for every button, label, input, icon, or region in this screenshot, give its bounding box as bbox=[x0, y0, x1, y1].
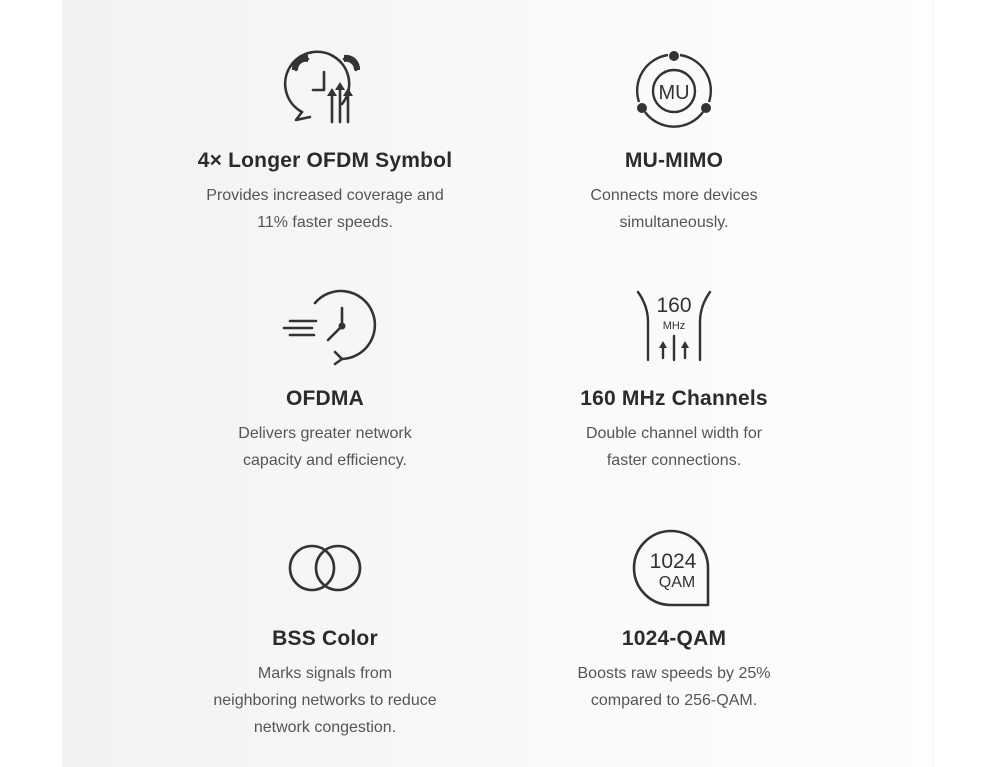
feature-description: Provides increased coverage and 11% faster speeds. bbox=[206, 187, 444, 231]
qam-1024-icon bbox=[629, 528, 719, 608]
mu-mimo-icon bbox=[629, 50, 719, 130]
feature-title: 1024-QAM bbox=[621, 627, 727, 650]
feature-description: Connects more devices simultaneously. bbox=[590, 187, 758, 231]
feature-bss-color bbox=[165, 528, 485, 741]
feature-1024-qam bbox=[514, 528, 834, 714]
feature-mu-mimo bbox=[514, 50, 834, 236]
feature-description: Marks signals from neighboring networks to reduce network congestion. bbox=[213, 665, 437, 736]
feature-ofdm-symbol bbox=[165, 50, 485, 236]
feature-description: Double channel width for faster connections. bbox=[585, 425, 763, 469]
feature-title: 4× Longer OFDM Symbol bbox=[197, 149, 453, 172]
qam-unit-label: QAM bbox=[658, 574, 696, 591]
feature-ofdma bbox=[165, 288, 485, 474]
feature-160mhz-channels bbox=[514, 288, 834, 474]
alarm-clock-icon bbox=[280, 50, 370, 130]
channel-unit-label: MHz bbox=[662, 320, 686, 332]
feature-title: OFDMA bbox=[286, 387, 364, 410]
mu-label: MU bbox=[658, 82, 690, 104]
channel-160mhz-icon bbox=[629, 288, 719, 368]
feature-description: Delivers greater network capacity and efficiency. bbox=[238, 425, 412, 469]
qam-order-label: 1024 bbox=[649, 550, 697, 573]
bss-color-rings-icon bbox=[280, 528, 370, 608]
fast-clock-icon bbox=[280, 288, 370, 368]
feature-title: MU-MIMO bbox=[624, 149, 724, 172]
feature-description: Boosts raw speeds by 25% compared to 256-QAM. bbox=[577, 665, 771, 709]
feature-title: 160 MHz Channels bbox=[580, 387, 768, 410]
channel-width-label: 160 bbox=[656, 294, 692, 317]
feature-title: BSS Color bbox=[272, 627, 378, 650]
